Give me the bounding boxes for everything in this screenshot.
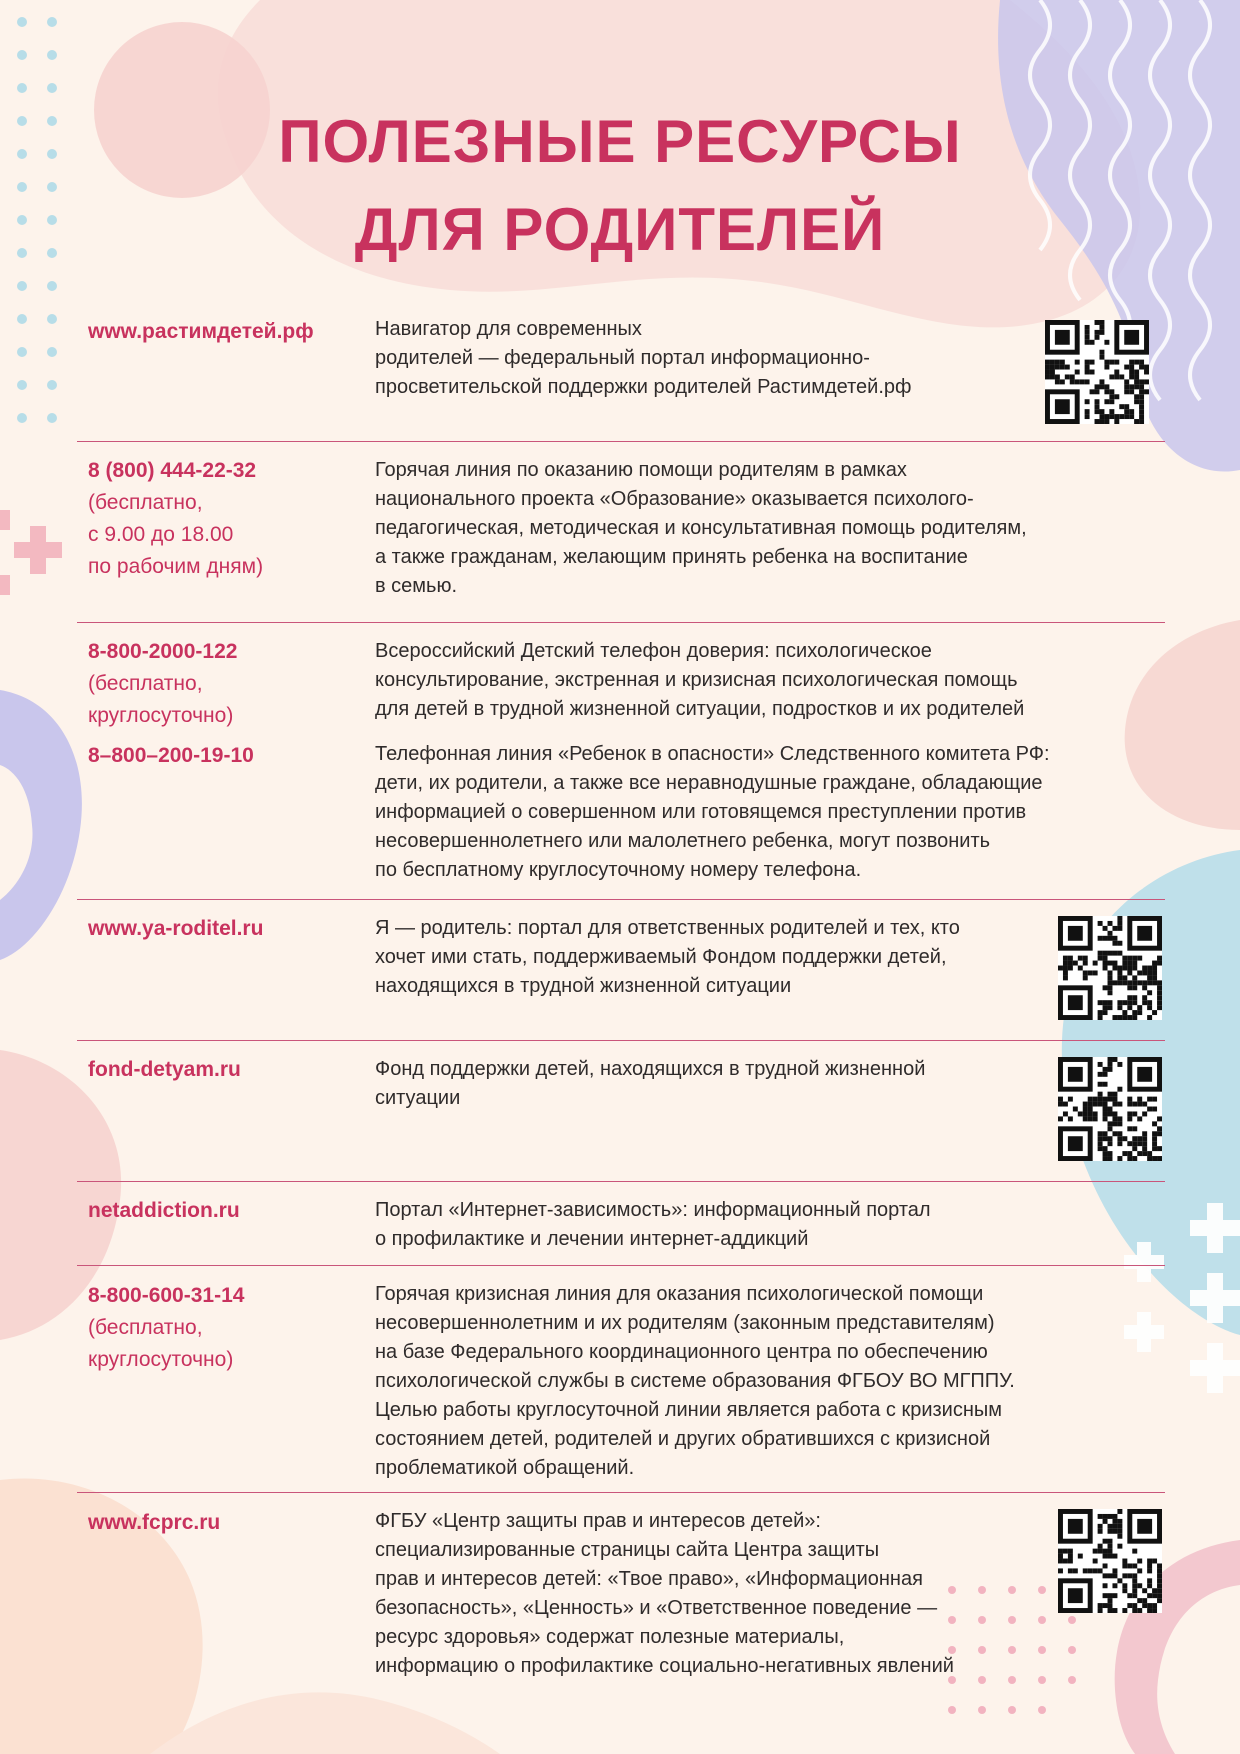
description-line: несовершеннолетним и их родителям (законным представителям) — [375, 1312, 995, 1334]
resource-note: круглосуточно) — [88, 1348, 234, 1371]
resource-description — [375, 914, 960, 1001]
resource-contact — [88, 455, 358, 583]
description-line: прав и интересов детей: «Твое право», «Информационная — [375, 1568, 923, 1590]
resource-description — [375, 315, 911, 402]
description-line: несовершеннолетнего или малолетнего ребенка, могут позвонить — [375, 830, 991, 852]
resource-description — [375, 1196, 931, 1254]
resource-row — [77, 623, 1165, 734]
resource-row — [77, 734, 1165, 900]
qr-code-icon[interactable] — [1058, 916, 1162, 1020]
resource-contact — [88, 1054, 358, 1086]
resource-note: (бесплатно, — [88, 1316, 203, 1339]
qr-code-icon[interactable] — [1058, 1057, 1162, 1161]
resource-link[interactable]: fond-detyam.ru — [88, 1058, 241, 1081]
resource-note: (бесплатно, — [88, 491, 203, 514]
resource-contact — [88, 1195, 358, 1227]
description-line: проблематикой обращений. — [375, 1457, 635, 1479]
description-line: ситуации — [375, 1087, 461, 1109]
resource-link[interactable]: www.fcprc.ru — [88, 1511, 221, 1534]
description-line: национального проекта «Образование» оказывается психолого- — [375, 488, 974, 510]
qr-code-icon[interactable] — [1058, 1509, 1162, 1613]
resource-description — [375, 1280, 1015, 1483]
description-line: для детей в трудной жизненной ситуации, подростков и их родителей — [375, 698, 1025, 720]
resource-row — [77, 900, 1165, 1041]
description-line: хочет ими стать, поддерживаемый Фондом поддержки детей, — [375, 946, 947, 968]
title-line-1: ПОЛЕЗНЫЕ РЕСУРСЫ — [278, 108, 962, 175]
resource-row — [77, 1266, 1165, 1493]
description-line: дети, их родители, а также все неравнодушные граждане, обладающие — [375, 772, 1043, 794]
resource-contact — [88, 636, 358, 732]
description-line: Горячая линия по оказанию помощи родителям в рамках — [375, 459, 907, 481]
description-line: Навигатор для современных — [375, 318, 642, 340]
description-line: на базе Федерального координационного центра по обеспечению — [375, 1341, 988, 1363]
resource-phone[interactable]: 8-800-2000-122 — [88, 640, 238, 663]
resource-phone[interactable]: 8-800-600-31-14 — [88, 1284, 245, 1307]
resource-note: (бесплатно, — [88, 672, 203, 695]
resource-row — [77, 1182, 1165, 1266]
description-line: по бесплатному круглосуточному номеру телефона. — [375, 859, 862, 881]
resource-description — [375, 1055, 925, 1113]
description-line: безопасность», «Ценность» и «Ответственное поведение — — [375, 1597, 938, 1619]
resource-contact — [88, 316, 358, 348]
description-line: информацией о совершенном или готовящемся преступлении против — [375, 801, 1027, 823]
description-line: Я — родитель: портал для ответственных родителей и тех, кто — [375, 917, 960, 939]
page-title — [0, 98, 1240, 274]
resources-list — [77, 310, 1165, 1693]
resource-row — [77, 1493, 1165, 1693]
resource-row — [77, 1041, 1165, 1182]
resource-link[interactable]: www.ya-roditel.ru — [88, 917, 264, 940]
resource-contact — [88, 913, 358, 945]
description-line: Целью работы круглосуточной линии является работа с кризисным — [375, 1399, 1003, 1421]
description-line: о профилактике и лечении интернет-аддикций — [375, 1228, 809, 1250]
resource-contact — [88, 740, 358, 772]
description-line: родителей — федеральный портал информационно- — [375, 347, 870, 369]
title-line-2: ДЛЯ РОДИТЕЛЕЙ — [354, 196, 886, 263]
description-line: Всероссийский Детский телефон доверия: психологическое — [375, 640, 932, 662]
resource-note: с 9.00 до 18.00 — [88, 523, 234, 546]
resource-link[interactable]: www.растимдетей.рф — [88, 320, 314, 343]
resource-row — [77, 310, 1165, 442]
description-line: ФГБУ «Центр защиты прав и интересов детей»: — [375, 1510, 821, 1532]
resource-description — [375, 740, 1050, 885]
description-line: просветительской поддержки родителей Растимдетей.рф — [375, 376, 912, 398]
description-line: Фонд поддержки детей, находящихся в трудной жизненной — [375, 1058, 926, 1080]
description-line: Портал «Интернет-зависимость»: информационный портал — [375, 1199, 931, 1221]
resource-row — [77, 442, 1165, 623]
resource-note: по рабочим дням) — [88, 555, 264, 578]
description-line: информацию о профилактике социально-негативных явлений — [375, 1655, 954, 1677]
resource-link[interactable]: netaddiction.ru — [88, 1199, 240, 1222]
description-line: специализированные страницы сайта Центра защиты — [375, 1539, 880, 1561]
description-line: находящихся в трудной жизненной ситуации — [375, 975, 792, 997]
description-line: в семью. — [375, 575, 458, 597]
description-line: психологической службы в системе образования ФГБОУ ВО МГППУ. — [375, 1370, 1015, 1392]
resource-description — [375, 456, 1027, 601]
resource-contact — [88, 1507, 358, 1539]
resource-phone[interactable]: 8–800–200-19-10 — [88, 744, 254, 767]
description-line: Горячая кризисная линия для оказания психологической помощи — [375, 1283, 984, 1305]
description-line: а также гражданам, желающим принять ребенка на воспитание — [375, 546, 968, 568]
resource-contact — [88, 1280, 358, 1376]
resource-description — [375, 637, 1024, 724]
description-line: состоянием детей, родителей и других обратившихся с кризисной — [375, 1428, 991, 1450]
description-line: консультирование, экстренная и кризисная психологическая помощь — [375, 669, 1018, 691]
description-line: Телефонная линия «Ребенок в опасности» Следственного комитета РФ: — [375, 743, 1050, 765]
qr-code-icon[interactable] — [1045, 320, 1149, 424]
description-line: педагогическая, методическая и консультативная помощь родителям, — [375, 517, 1027, 539]
resource-description — [375, 1507, 954, 1681]
description-line: ресурс здоровья» содержат полезные материалы, — [375, 1626, 845, 1648]
resource-phone[interactable]: 8 (800) 444-22-32 — [88, 459, 257, 482]
resource-note: круглосуточно) — [88, 704, 234, 727]
